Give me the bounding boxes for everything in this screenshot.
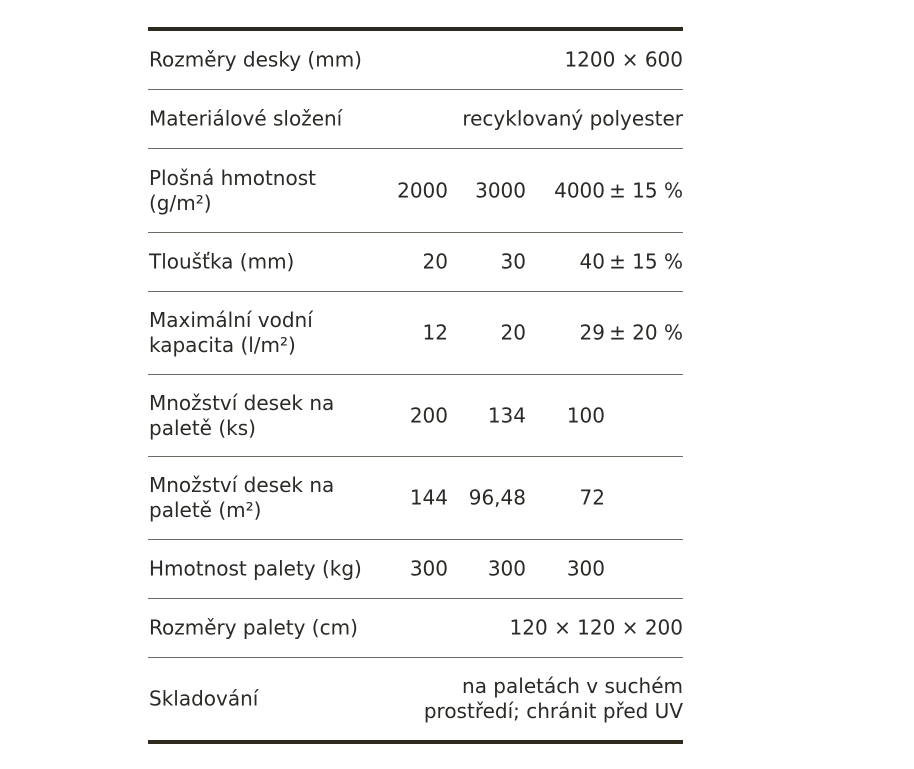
row-label: Rozměry palety (cm) bbox=[149, 615, 358, 640]
row-value: recyklovaný polyester bbox=[462, 106, 683, 131]
value-cell-2: 96,48 bbox=[468, 485, 526, 510]
row-label: Hmotnost palety (kg) bbox=[149, 556, 362, 581]
value-cell-2: 300 bbox=[487, 556, 526, 581]
table-row-thickness bbox=[148, 233, 683, 292]
value-cell-1: 2000 bbox=[397, 178, 448, 202]
value-cell-1: 200 bbox=[409, 403, 448, 427]
table-row-pallet-weight bbox=[148, 540, 683, 599]
value-cell-2: 20 bbox=[500, 320, 526, 345]
tolerance-cell: ± 20 % bbox=[609, 320, 683, 345]
row-value: na paletách v suchém prostředí; chránit před UV bbox=[423, 674, 683, 723]
table-row-boards-per-pallet-m2 bbox=[148, 457, 683, 540]
value-cell-3: 100 bbox=[566, 403, 605, 427]
row-label: Materiálové složení bbox=[149, 106, 343, 131]
table-row-water-capacity bbox=[148, 292, 683, 375]
value-cell-3: 40 bbox=[579, 249, 605, 274]
row-label: Rozměry desky (mm) bbox=[149, 47, 362, 72]
value-cell-3: 72 bbox=[579, 485, 605, 510]
value-cell-2: 3000 bbox=[475, 178, 526, 202]
value-cell-1: 144 bbox=[409, 485, 448, 510]
row-label: Množství desek na paletě (m²) bbox=[149, 473, 335, 522]
tolerance-cell: ± 15 % bbox=[609, 178, 683, 202]
table-row-storage bbox=[148, 658, 683, 740]
row-label: Maximální vodní kapacita (l/m²) bbox=[149, 308, 313, 357]
row-label: Tloušťka (mm) bbox=[149, 249, 295, 274]
value-cell-2: 30 bbox=[500, 249, 526, 274]
value-cell-3: 300 bbox=[566, 556, 605, 581]
value-cell-1: 12 bbox=[422, 320, 448, 345]
value-cell-1: 20 bbox=[422, 249, 448, 274]
tolerance-cell: ± 15 % bbox=[609, 249, 683, 274]
table-row-pallet-dimensions bbox=[148, 599, 683, 658]
table-row-board-dimensions bbox=[148, 31, 683, 90]
value-cell-3: 4000 bbox=[554, 178, 605, 202]
row-value: 1200 × 600 bbox=[564, 47, 683, 72]
value-cell-2: 134 bbox=[487, 403, 526, 427]
row-label: Plošná hmotnost (g/m²) bbox=[149, 165, 316, 215]
table-row-boards-per-pallet-pcs bbox=[148, 375, 683, 457]
row-label: Množství desek na paletě (ks) bbox=[149, 390, 335, 440]
value-cell-3: 29 bbox=[579, 320, 605, 345]
table-row-area-weight bbox=[148, 149, 683, 233]
spec-table bbox=[148, 27, 683, 744]
value-cell-1: 300 bbox=[409, 556, 448, 581]
row-label: Skladování bbox=[149, 686, 259, 711]
table-row-material bbox=[148, 90, 683, 149]
row-value: 120 × 120 × 200 bbox=[509, 615, 683, 640]
